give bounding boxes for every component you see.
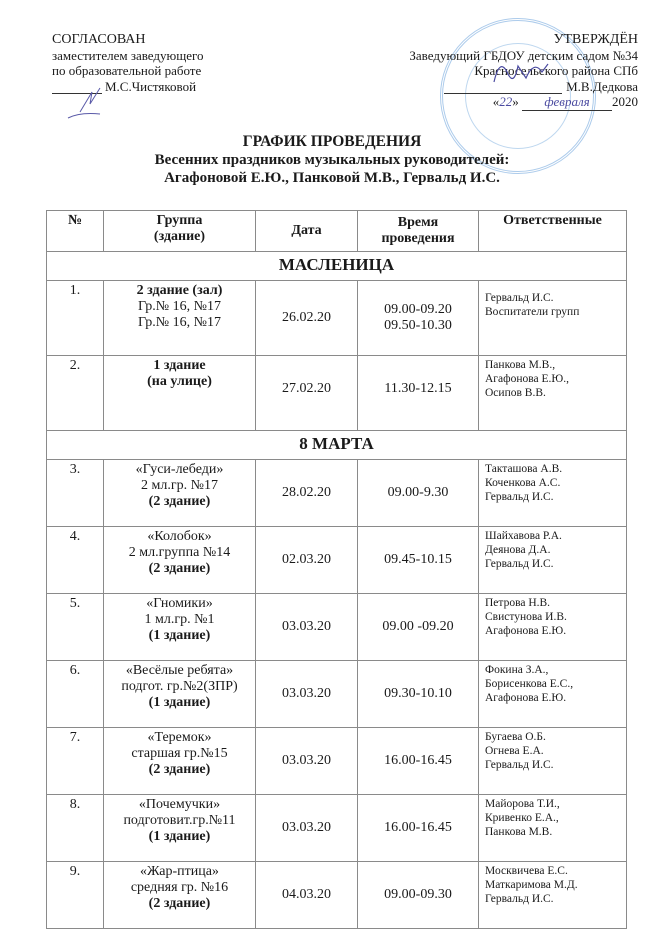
time-cell	[358, 661, 479, 728]
table-row	[47, 281, 627, 356]
responsible-person: Деянова Д.А.	[485, 544, 551, 556]
group-line: (2 здание)	[148, 561, 211, 576]
schedule-table	[46, 210, 627, 929]
group-cell	[104, 527, 256, 594]
row-number: 4.	[47, 527, 104, 594]
approved-line-1: Заведующий ГБДОУ детским садом №34	[409, 47, 638, 63]
time-line: 09.50-10.30	[384, 318, 452, 333]
responsible-person: Гервальд И.С.	[485, 759, 554, 771]
table-row	[47, 460, 627, 527]
responsible-cell	[479, 795, 627, 862]
row-number: 7.	[47, 728, 104, 795]
group-line: 1 мл.гр. №1	[144, 612, 215, 627]
group-cell	[104, 356, 256, 431]
group-line: 2 здание (зал)	[136, 283, 223, 298]
agreed-line-2: по образовательной работе	[52, 63, 202, 78]
group-line: подготовит.гр.№11	[123, 813, 236, 828]
time-cell	[358, 862, 479, 929]
table-body	[47, 252, 627, 929]
responsible-person: Воспитатели групп	[485, 306, 580, 318]
date-cell: 03.03.20	[256, 594, 358, 661]
responsible-person: Осипов В.В.	[485, 387, 546, 399]
header-number: №	[47, 211, 104, 252]
time-cell	[358, 527, 479, 594]
responsible-person: Шайхавова Р.А.	[485, 530, 562, 542]
approval-agreed-block	[52, 32, 204, 94]
group-line: «Почемучки»	[138, 797, 221, 812]
responsible-cell	[479, 527, 627, 594]
responsible-person: Москвичева Е.С.	[485, 865, 568, 877]
table-row	[47, 594, 627, 661]
date-year: 2020	[612, 94, 638, 109]
responsible-cell	[479, 661, 627, 728]
responsible-cell	[479, 281, 627, 356]
table-row	[47, 527, 627, 594]
responsible-person: Огнева Е.А.	[485, 745, 544, 757]
table-header-row	[47, 211, 627, 252]
time-line: 09.30-10.10	[384, 686, 452, 701]
time-line: 16.00-16.45	[384, 753, 452, 768]
group-line: «Весёлые ребята»	[125, 663, 234, 678]
group-cell	[104, 862, 256, 929]
approved-status: УТВЕРЖДЁН	[553, 32, 638, 47]
responsible-person: Борисенкова Е.С.,	[485, 678, 574, 690]
group-line: средняя гр. №16	[130, 880, 229, 895]
responsible-cell	[479, 862, 627, 929]
date-cell: 28.02.20	[256, 460, 358, 527]
row-number: 9.	[47, 862, 104, 929]
signature-line	[52, 81, 102, 94]
approved-line-2: Красносельского района СПб	[474, 63, 638, 78]
group-cell	[104, 281, 256, 356]
agreed-signer: М.С.Чистяковой	[105, 78, 197, 94]
signature-line	[444, 81, 562, 94]
responsible-cell	[479, 728, 627, 795]
time-cell	[358, 594, 479, 661]
time-cell	[358, 356, 479, 431]
header-date: Дата	[256, 211, 358, 252]
row-number: 1.	[47, 281, 104, 356]
document-title-block	[0, 133, 664, 187]
group-line: подгот. гр.№2(ЗПР)	[121, 679, 238, 694]
date-month: февраля	[522, 94, 612, 111]
section-title: 8 МАРТА	[47, 431, 627, 460]
group-line: (1 здание)	[148, 695, 211, 710]
time-line: 09.00-09.30	[384, 887, 452, 902]
group-line: 1 здание	[153, 358, 206, 373]
group-line: (1 здание)	[148, 628, 211, 643]
responsible-person: Коченкова А.С.	[485, 477, 561, 489]
row-number: 5.	[47, 594, 104, 661]
group-cell	[104, 460, 256, 527]
responsible-person: Гервальд И.С.	[485, 491, 554, 503]
date-cell: 03.03.20	[256, 728, 358, 795]
document-subtitle: Весенних праздников музыкальных руководителей:	[154, 152, 510, 168]
time-line: 09.00-09.20	[384, 302, 452, 317]
responsible-person: Гервальд И.С.	[485, 292, 554, 304]
date-cell: 27.02.20	[256, 356, 358, 431]
date-cell: 03.03.20	[256, 795, 358, 862]
time-cell	[358, 460, 479, 527]
row-number: 8.	[47, 795, 104, 862]
date-cell: 02.03.20	[256, 527, 358, 594]
time-cell	[358, 281, 479, 356]
date-cell: 04.03.20	[256, 862, 358, 929]
table-row	[47, 356, 627, 431]
header-group: Группа (здание)	[104, 211, 256, 252]
date-cell: 03.03.20	[256, 661, 358, 728]
time-cell	[358, 795, 479, 862]
approval-date: «22» февраля 2020	[492, 94, 638, 109]
group-line: (1 здание)	[148, 829, 211, 844]
group-line: Гр.№ 16, №17	[138, 299, 221, 314]
responsible-person: Панкова М.В.,	[485, 359, 556, 371]
table-row	[47, 795, 627, 862]
group-line: (2 здание)	[148, 762, 211, 777]
group-line: (на улице)	[147, 374, 212, 389]
group-line: «Колобок»	[147, 529, 212, 544]
group-cell	[104, 661, 256, 728]
group-cell	[104, 728, 256, 795]
approved-signer: М.В.Дедкова	[566, 78, 638, 94]
responsible-person: Агафонова Е.Ю.,	[485, 373, 569, 385]
row-number: 3.	[47, 460, 104, 527]
responsible-cell	[479, 594, 627, 661]
responsible-person: Агафонова Е.Ю.	[485, 692, 567, 704]
time-line: 09.00 -09.20	[382, 619, 454, 634]
approval-approved-block	[409, 32, 638, 111]
table-row	[47, 661, 627, 728]
time-line: 09.00-9.30	[387, 485, 449, 500]
agreed-line-1: заместителем заведующего	[52, 47, 204, 63]
group-line: «Теремок»	[147, 730, 212, 745]
group-line: (2 здание)	[148, 494, 211, 509]
responsible-person: Маткаримова М.Д.	[485, 879, 578, 891]
responsible-person: Фокина З.А.,	[485, 664, 549, 676]
responsible-person: Панкова М.В.	[485, 826, 553, 838]
group-line: «Гномики»	[146, 596, 213, 611]
section-row	[47, 252, 627, 281]
responsible-person: Свистунова И.В.	[485, 611, 567, 623]
row-number: 2.	[47, 356, 104, 431]
document-title: ГРАФИК ПРОВЕДЕНИЯ	[242, 133, 422, 150]
responsible-person: Петрова Н.В.	[485, 597, 551, 609]
group-line: «Гуси-лебеди»	[135, 462, 224, 477]
group-line: 2 мл.группа №14	[128, 545, 231, 560]
time-line: 11.30-12.15	[384, 381, 452, 396]
responsible-cell	[479, 460, 627, 527]
header-time: Время проведения	[358, 211, 479, 252]
group-line: Гр.№ 16, №17	[138, 315, 221, 330]
responsible-person: Такташова А.В.	[485, 463, 563, 475]
date-day: 22	[499, 94, 513, 109]
header-responsible: Ответственные	[479, 211, 627, 252]
responsible-person: Кривенко Е.А.,	[485, 812, 559, 824]
group-line: (2 здание)	[148, 896, 211, 911]
section-row	[47, 431, 627, 460]
date-cell: 26.02.20	[256, 281, 358, 356]
responsible-cell	[479, 356, 627, 431]
responsible-person: Гервальд И.С.	[485, 893, 554, 905]
document-subtitle-names: Агафоновой Е.Ю., Панковой М.В., Гервальд И.С.	[164, 170, 500, 186]
group-cell	[104, 594, 256, 661]
responsible-person: Майорова Т.И.,	[485, 798, 560, 810]
table-row	[47, 862, 627, 929]
responsible-person: Агафонова Е.Ю.	[485, 625, 567, 637]
time-line: 16.00-16.45	[384, 820, 452, 835]
responsible-person: Бугаева О.Б.	[485, 731, 546, 743]
time-cell	[358, 728, 479, 795]
group-line: «Жар-птица»	[140, 864, 219, 879]
agreed-status: СОГЛАСОВАН	[52, 32, 146, 47]
section-title: МАСЛЕНИЦА	[47, 252, 627, 281]
row-number: 6.	[47, 661, 104, 728]
group-line: 2 мл.гр. №17	[141, 478, 218, 493]
group-cell	[104, 795, 256, 862]
responsible-person: Гервальд И.С.	[485, 558, 554, 570]
table-row	[47, 728, 627, 795]
time-line: 09.45-10.15	[384, 552, 452, 567]
group-line: старшая гр.№15	[131, 746, 228, 761]
